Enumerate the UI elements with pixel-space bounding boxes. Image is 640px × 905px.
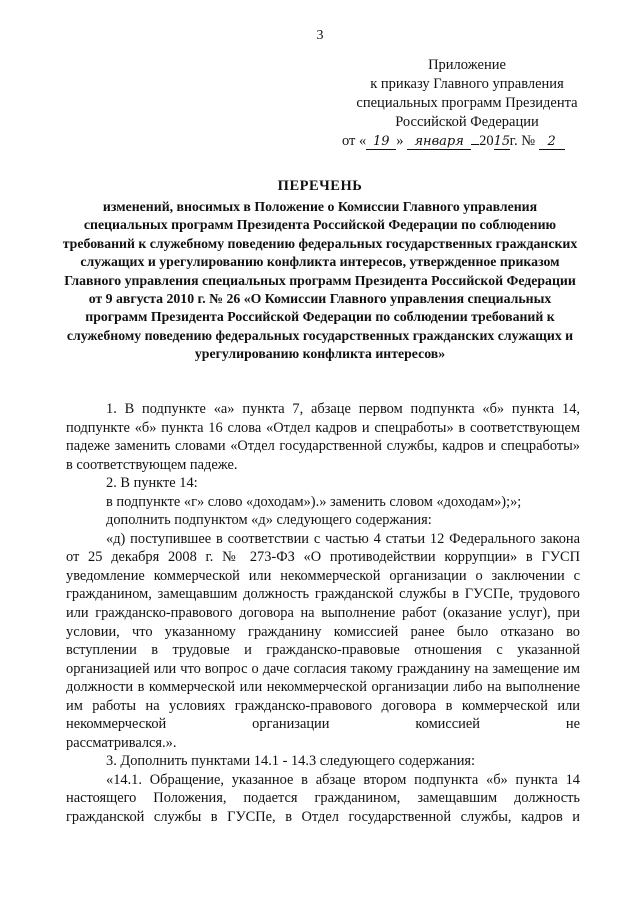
document-subtitle: изменений, вносимых в Положение о Комиссии Главного управления специальных программ Президента Российской Федерации по соблюдению требований к служебному поведению федеральных государственных гражданских служащих и урегулированию конфликта интересов, утвержденное приказом Главного управления специальных программ Президента Российской Федерации от 9 августа 2010 г. № 26 «О Комиссии Главного управления специальных программ Президента Российской Федерации по соблюдении требований к служебному поведению федеральных государственных гражданских служащих и урегулированию конфликта интересов» xyxy=(62,199,578,362)
paragraph-2: 2. В пункте 14: xyxy=(106,475,198,492)
appendix-line-1: Приложение xyxy=(428,57,506,73)
appendix-header xyxy=(332,56,602,151)
document-body xyxy=(66,400,580,827)
page-number: 3 xyxy=(316,28,324,43)
paragraph-7: «14.1. Обращение, указанное в абзаце втором подпункта «б» пункта 14 настоящего Положения, подается гражданином, замещавшим должность гражданской службы в ГУСПе, в Отдел государственной службы, кадров и xyxy=(66,771,580,826)
date-mid: » xyxy=(396,133,404,149)
date-year-prefix: 20 xyxy=(479,133,494,149)
order-date-line xyxy=(332,132,602,151)
handwritten-number: 2 xyxy=(539,135,565,150)
appendix-line-2: к приказу Главного управления xyxy=(370,76,564,92)
date-year-end: г. № xyxy=(509,133,536,149)
document-title: ПЕРЕЧЕНЬ xyxy=(277,178,363,194)
handwritten-day: 19 xyxy=(366,135,396,150)
paragraph-6: 3. Дополнить пунктами 14.1 - 14.3 следующего содержания: xyxy=(106,753,476,770)
date-prefix: от « xyxy=(342,133,367,149)
appendix-line-3: специальных программ Президента xyxy=(356,95,578,111)
handwritten-year: 15 xyxy=(493,134,511,149)
paragraph-4: дополнить подпунктом «д» следующего содержания: xyxy=(106,512,432,529)
paragraph-5-end: рассматривался.». xyxy=(66,734,177,751)
paragraph-1: 1. В подпункте «а» пункта 7, абзаце первом подпункта «б» пункта 14, подпункте «б» пункта 16 слова «Отдел кадров и спецработы» в соответствующем падеже заменить словами «Отдел государственной службы, кадров и спецработы» в соответствующем падеже. xyxy=(66,401,580,473)
paragraph-5: «д) поступившее в соответствии с частью 4 статьи 12 Федерального закона от 25 декабря 2008 г. № 273-ФЗ «О противодействии коррупции» в ГУСП уведомление коммерческой или некоммерческой организации о заключении с гражданином, замещавшим должность гражданской службы в ГУСПе, трудового или гражданско-правового договора на выполнение работ (оказание услуг), при условии, что указанному гражданину комиссией ранее было отказано во вступлении в трудовые и гражданско-правовые отношения с указанной организацией или что вопрос о даче согласия такому гражданину на замещение им должности в коммерческой или некоммерческой организации либо на выполнение им работы на условиях гражданско-правового договора в коммерческой или некоммерческой организации комиссией не xyxy=(66,530,580,733)
date-underline xyxy=(471,144,479,145)
handwritten-month: января xyxy=(407,135,471,150)
appendix-line-4: Российской Федерации xyxy=(395,114,539,130)
paragraph-3: в подпункте «г» слово «доходам»).» заменить словом «доходам»);»; xyxy=(106,493,522,510)
